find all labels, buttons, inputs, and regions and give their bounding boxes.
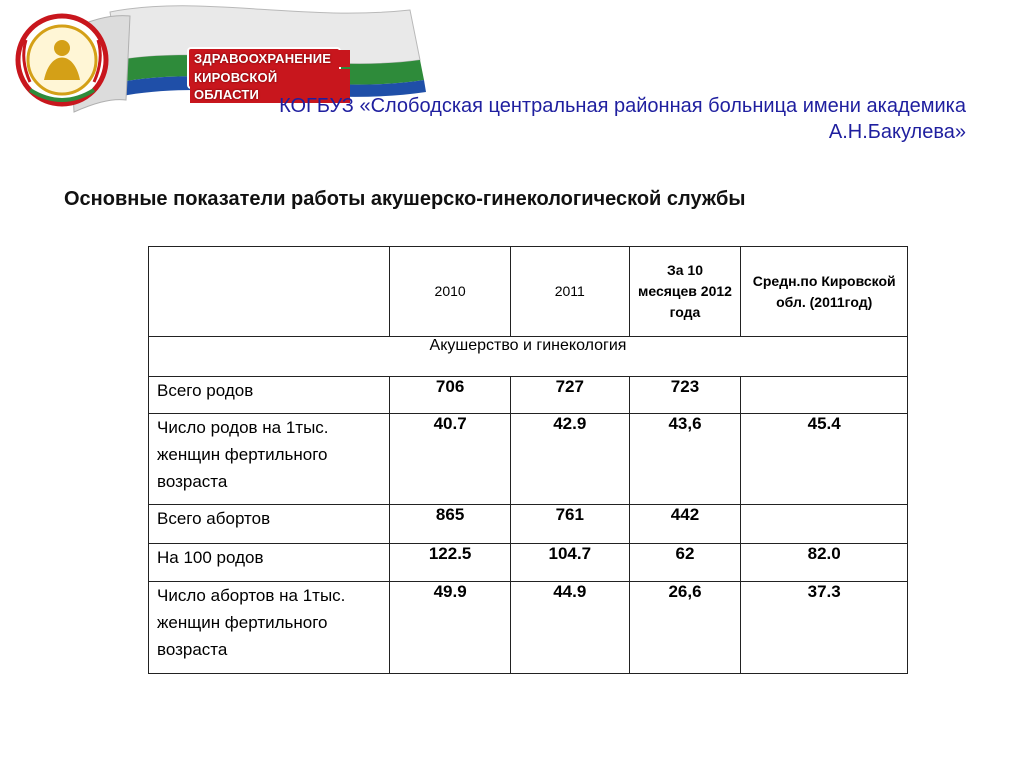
- header-cell-empty: [149, 247, 390, 337]
- value-region: 37.3: [741, 582, 908, 674]
- header-cell-region: Средн.по Кировской обл. (2011год): [741, 247, 908, 337]
- value-2011: 727: [510, 377, 629, 414]
- value-region: [741, 377, 908, 414]
- ribbon-line-1: ЗДРАВООХРАНЕНИЕ: [190, 50, 350, 67]
- section-title: Акушерство и гинекология: [149, 337, 908, 377]
- value-region: 45.4: [741, 414, 908, 505]
- row-label: Всего абортов: [149, 505, 390, 544]
- value-2012: 62: [629, 544, 741, 582]
- header-cell-2011: 2011: [510, 247, 629, 337]
- value-2011: 42.9: [510, 414, 629, 505]
- value-2010: 49.9: [390, 582, 511, 674]
- value-2010: 865: [390, 505, 511, 544]
- table-row: [149, 414, 908, 505]
- value-2010: 706: [390, 377, 511, 414]
- value-region: [741, 505, 908, 544]
- value-2010: 40.7: [390, 414, 511, 505]
- table-row: [149, 544, 908, 582]
- row-label: На 100 родов: [149, 544, 390, 582]
- row-label: Число абортов на 1тыс. женщин фертильного возраста: [149, 582, 390, 674]
- value-2012: 723: [629, 377, 741, 414]
- ribbon-line-2: КИРОВСКОЙ ОБЛАСТИ: [190, 69, 350, 103]
- organization-name: КОГБУЗ «Слободская центральная районная больница имени академика А.Н.Бакулева»: [279, 95, 966, 143]
- value-region: 82.0: [741, 544, 908, 582]
- table-row: [149, 582, 908, 674]
- header-cell-2012: За 10 месяцев 2012 года: [629, 247, 741, 337]
- value-2011: 104.7: [510, 544, 629, 582]
- header-cell-2010: 2010: [390, 247, 511, 337]
- table-row: [149, 505, 908, 544]
- row-label: Всего родов: [149, 377, 390, 414]
- value-2012: 26,6: [629, 582, 741, 674]
- value-2011: 44.9: [510, 582, 629, 674]
- page-title: Основные показатели работы акушерско-гинекологической службы: [64, 188, 746, 210]
- table-row: [149, 377, 908, 414]
- section-row: [149, 337, 908, 377]
- value-2012: 43,6: [629, 414, 741, 505]
- value-2010: 122.5: [390, 544, 511, 582]
- row-label: Число родов на 1тыс. женщин фертильного возраста: [149, 414, 390, 505]
- table-header-row: [149, 247, 908, 337]
- value-2012: 442: [629, 505, 741, 544]
- indicators-table: [148, 246, 908, 674]
- value-2011: 761: [510, 505, 629, 544]
